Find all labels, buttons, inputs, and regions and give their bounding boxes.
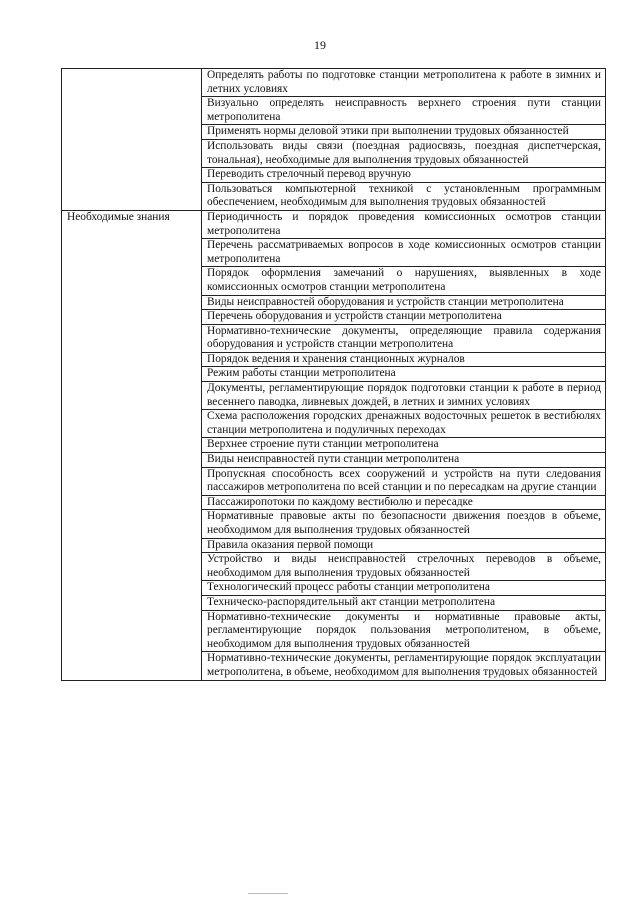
knowledge-item: Виды неисправностей оборудования и устройств станции метрополитена [202,295,606,310]
knowledge-item: Периодичность и порядок проведения комиссионных осмотров станции метрополитена [202,210,606,238]
knowledge-item: Нормативно-технические документы, регламентирующие порядок эксплуатации метрополитена, в объеме, необходимом для выполнения трудовых обязанностей [202,652,606,680]
knowledge-item: Нормативно-технические документы и нормативные правовые акты, регламентирующие порядок пользования метрополитеном, в объеме, необходимом для выполнения трудовых обязанностей [202,610,606,652]
knowledge-item: Устройство и виды неисправностей стрелочных переводов в объеме, необходимом для выполнения трудовых обязанностей [202,553,606,581]
knowledge-item: Технологический процесс работы станции метрополитена [202,581,606,596]
knowledge-item: Режим работы станции метрополитена [202,367,606,382]
skill-item: Использовать виды связи (поездная радиосвязь, поездная диспетчерская, тональная), необходимые для выполнения трудовых обязанностей [202,139,606,167]
knowledge-item: Правила оказания первой помощи [202,538,606,553]
requirements-table-body [62,69,606,681]
section-label-empty [62,69,202,211]
skill-item: Визуально определять неисправность верхнего строения пути станции метрополитена [202,97,606,125]
skill-item: Определять работы по подготовке станции метрополитена к работе в зимних и летних условиях [202,69,606,97]
knowledge-item: Порядок ведения и хранения станционных журналов [202,352,606,367]
knowledge-item: Пассажиропотоки по каждому вестибюлю и пересадке [202,495,606,510]
knowledge-item: Перечень рассматриваемых вопросов в ходе комиссионных осмотров станции метрополитена [202,239,606,267]
knowledge-item: Пропускная способность всех сооружений и устройств на пути следования пассажиров метрополитена по всей станции и по пересадкам на другие станции [202,467,606,495]
knowledge-item: Схема расположения городских дренажных водосточных решеток в вестибюлях станции метрополитена и подуличных переходах [202,410,606,438]
knowledge-item: Перечень оборудования и устройств станции метрополитена [202,310,606,325]
knowledge-item: Техническо-распорядительный акт станции метрополитена [202,595,606,610]
knowledge-item: Нормативно-технические документы, определяющие правила содержания оборудования и устройств станции метрополитена [202,324,606,352]
skill-item: Переводить стрелочный перевод вручную [202,168,606,183]
knowledge-item: Документы, регламентирующие порядок подготовки станции к работе в период весеннего паводка, ливневых дождей, в летних и зимних условиях [202,382,606,410]
knowledge-item: Порядок оформления замечаний о нарушениях, выявленных в ходе комиссионных осмотров станции метрополитена [202,267,606,295]
requirements-table [61,68,606,681]
scan-mark [248,893,288,894]
knowledge-item: Виды неисправностей пути станции метрополитена [202,453,606,468]
knowledge-item: Верхнее строение пути станции метрополитена [202,438,606,453]
table-row [62,210,606,238]
page-number: 19 [314,38,326,52]
table-row [62,69,606,97]
knowledge-item: Нормативные правовые акты по безопасности движения поездов в объеме, необходимом для выполнения трудовых обязанностей [202,510,606,538]
skill-item: Применять нормы деловой этики при выполнении трудовых обязанностей [202,125,606,140]
skill-item: Пользоваться компьютерной техникой с установленным программным обеспечением, необходимым для выполнения трудовых обязанностей [202,182,606,210]
section-label: Необходимые знания [62,210,202,680]
